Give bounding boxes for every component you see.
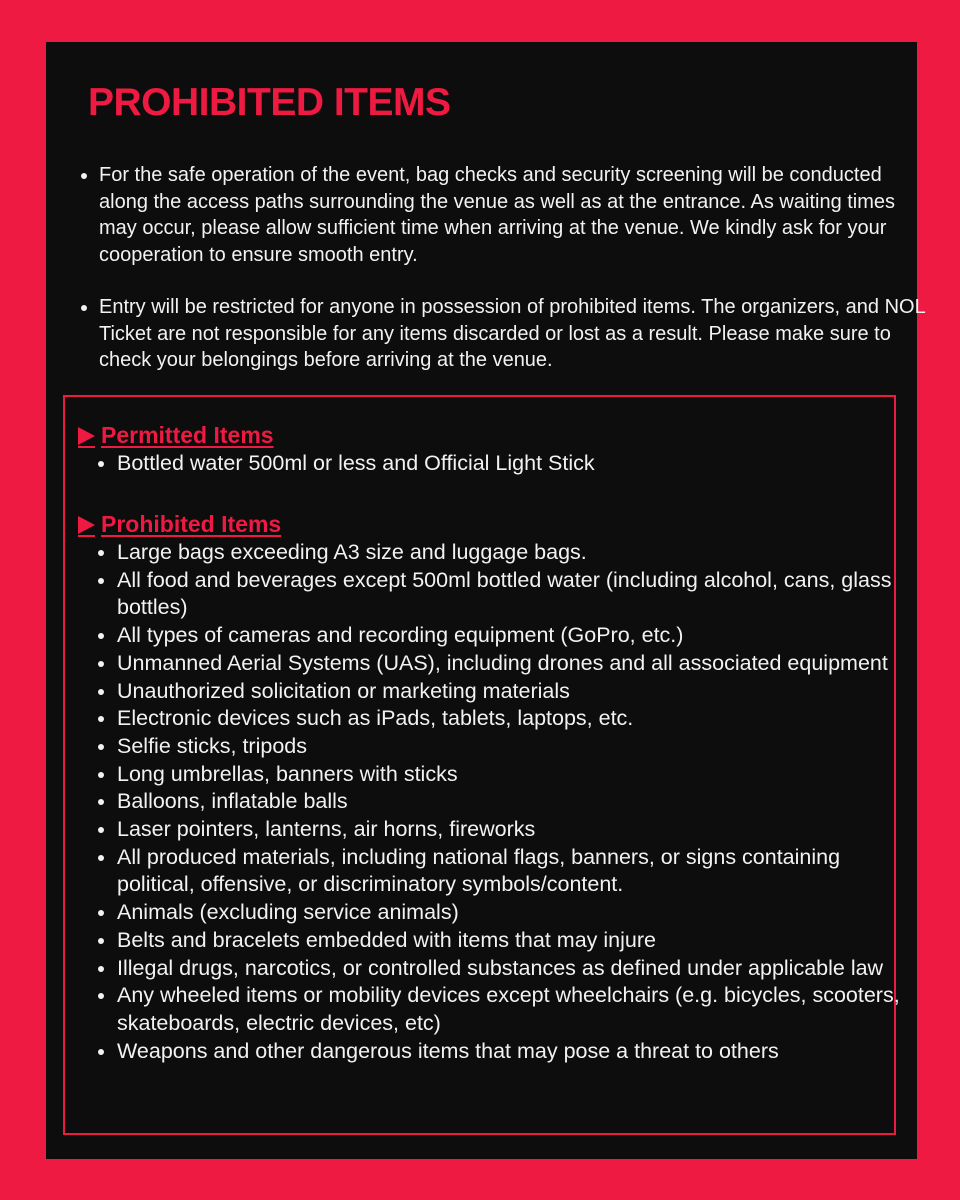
list-item: • Large bags exceeding A3 size and luggage bags. — [117, 539, 907, 567]
prohibited-heading — [78, 510, 281, 538]
list-item: • Belts and bracelets embedded with items that may injure — [117, 927, 907, 955]
permitted-heading — [78, 421, 274, 449]
permitted-heading-label: Permitted Items — [101, 422, 274, 448]
list-item: • Any wheeled items or mobility devices except wheelchairs (e.g. bicycles, scooters, skateboards, electric devices, etc) — [117, 982, 907, 1037]
list-item: • Laser pointers, lanterns, air horns, fireworks — [117, 816, 907, 844]
play-arrow-icon — [78, 516, 95, 534]
list-item: • Electronic devices such as iPads, tablets, laptops, etc. — [117, 705, 907, 733]
list-item: • Unauthorized solicitation or marketing materials — [117, 678, 907, 706]
list-item: • Long umbrellas, banners with sticks — [117, 761, 907, 789]
list-item: • Weapons and other dangerous items that may pose a threat to others — [117, 1038, 907, 1066]
intro-list — [80, 162, 929, 374]
play-arrow-icon — [78, 427, 95, 445]
page-title: PROHIBITED ITEMS — [88, 81, 451, 124]
list-item: • All food and beverages except 500ml bottled water (including alcohol, cans, glass bottles) — [117, 567, 907, 622]
list-item: • Illegal drugs, narcotics, or controlled substances as defined under applicable law — [117, 955, 907, 983]
items-box — [63, 395, 900, 1135]
list-item: • Bottled water 500ml or less and Official Light Stick — [117, 450, 907, 478]
intro-paragraph: • For the safe operation of the event, bag checks and security screening will be conducted along the access paths surrounding the venue as well as at the entrance. As waiting times may occur, please allow sufficient time when arriving at the venue. We kindly ask for your cooperation to ensure smooth entry. — [99, 162, 929, 268]
list-item: • Balloons, inflatable balls — [117, 788, 907, 816]
permitted-list — [98, 450, 907, 478]
list-item: • Animals (excluding service animals) — [117, 899, 907, 927]
intro-paragraph: • Entry will be restricted for anyone in possession of prohibited items. The organizers, and NOL Ticket are not responsible for any items discarded or lost as a result. Please make sure to check your belongings before arriving at the venue. — [99, 294, 929, 374]
notice-panel — [46, 42, 925, 1159]
list-item: • Unmanned Aerial Systems (UAS), including drones and all associated equipment — [117, 650, 907, 678]
list-item: • Selfie sticks, tripods — [117, 733, 907, 761]
list-item: • All types of cameras and recording equipment (GoPro, etc.) — [117, 622, 907, 650]
prohibited-list — [98, 539, 907, 1065]
list-item: • All produced materials, including national flags, banners, or signs containing political, offensive, or discriminatory symbols/content. — [117, 844, 907, 899]
prohibited-heading-label: Prohibited Items — [101, 511, 282, 537]
